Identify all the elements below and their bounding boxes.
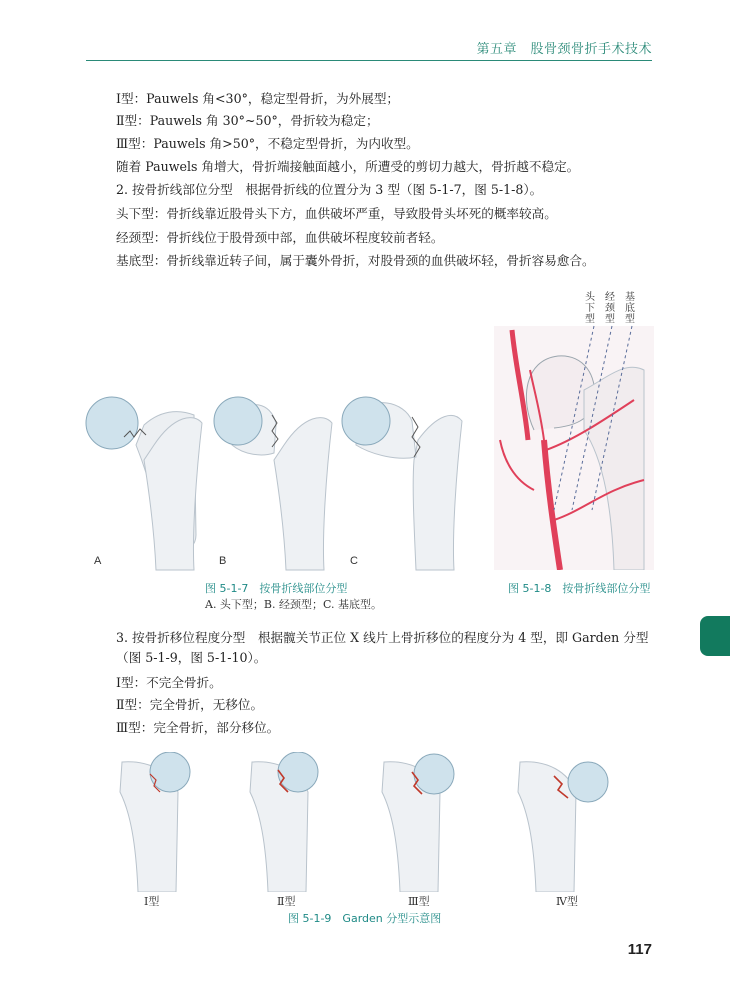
femur-panel-b — [214, 397, 332, 570]
panel-label-c: C — [350, 555, 358, 567]
chapter-header: 第五章 股骨颈骨折手术技术 — [476, 42, 652, 57]
chapter-side-tab — [700, 616, 730, 656]
page-number: 117 — [627, 941, 652, 958]
femur-panel-c — [342, 397, 462, 570]
garden-type-1-illustration — [120, 752, 190, 892]
panel-label-a: A — [94, 555, 102, 567]
label-basicervical: 基底型 — [625, 292, 635, 325]
garden-label-2: Ⅱ型 — [277, 895, 296, 908]
paragraph-basicervical: 基底型：骨折线靠近转子间，属于囊外骨折，对股骨颈的血供破坏轻，骨折容易愈合。 — [116, 253, 595, 268]
garden-type-4-illustration — [518, 762, 608, 892]
paragraph-garden-3: Ⅲ型：完全骨折，部分移位。 — [116, 720, 280, 735]
paragraph-garden-1: Ⅰ型：不完全骨折。 — [116, 675, 222, 690]
panel-label-b: B — [219, 555, 227, 567]
femur-panel-a — [86, 397, 202, 570]
garden-label-1: Ⅰ型 — [144, 895, 160, 908]
garden-label-4: Ⅳ型 — [556, 895, 578, 908]
paragraph-subcapital: 头下型：骨折线靠近股骨头下方，血供破坏严重，导致股骨头坏死的概率较高。 — [116, 206, 557, 221]
paragraph-section-2: 2. 按骨折线部位分型 根据骨折线的位置分为 3 型（图 5-1-7，图 5-1-8）。 — [116, 182, 543, 197]
garden-label-3: Ⅲ型 — [408, 895, 430, 908]
figure-5-1-9-caption: 图 5-1-9 Garden 分型示意图 — [288, 912, 442, 925]
paragraph-type-2: Ⅱ型：Pauwels 角 30°~50°，骨折较为稳定； — [116, 113, 379, 128]
figure-5-1-7 — [84, 385, 474, 575]
paragraph-section-3: 3. 按骨折移位程度分型 根据髋关节正位 X 线片上骨折移位的程度分为 4 型，即 Garden 分型（图 5-1-9，图 5-1-10）。 — [116, 630, 649, 665]
figure-5-1-7-subcaption: A. 头下型；B. 经颈型；C. 基底型。 — [205, 598, 383, 611]
garden-type-2-illustration — [250, 752, 318, 892]
paragraph-garden-2: Ⅱ型：完全骨折，无移位。 — [116, 697, 264, 712]
paragraph-transcervical: 经颈型：骨折线位于股骨颈中部，血供破坏程度较前者轻。 — [116, 230, 444, 245]
paragraph-type-3: Ⅲ型：Pauwels 角>50°，不稳定型骨折，为内收型。 — [116, 136, 419, 151]
figure-5-1-7-caption: 图 5-1-7 按骨折线部位分型 — [205, 582, 348, 595]
header-rule — [86, 60, 652, 61]
label-transcervical: 经颈型 — [605, 292, 615, 325]
figure-5-1-9 — [110, 752, 630, 892]
paragraph-type-1: Ⅰ型：Pauwels 角<30°，稳定型骨折，为外展型； — [116, 91, 400, 106]
paragraph-pauwels-summary: 随着 Pauwels 角增大，骨折端接触面越小，所遭受的剪切力越大，骨折越不稳定。 — [116, 159, 580, 174]
figure-5-1-8-caption: 图 5-1-8 按骨折线部位分型 — [508, 582, 651, 595]
figure-5-1-8 — [494, 290, 654, 570]
garden-type-3-illustration — [382, 754, 454, 892]
label-subcapital: 头下型 — [585, 292, 595, 325]
